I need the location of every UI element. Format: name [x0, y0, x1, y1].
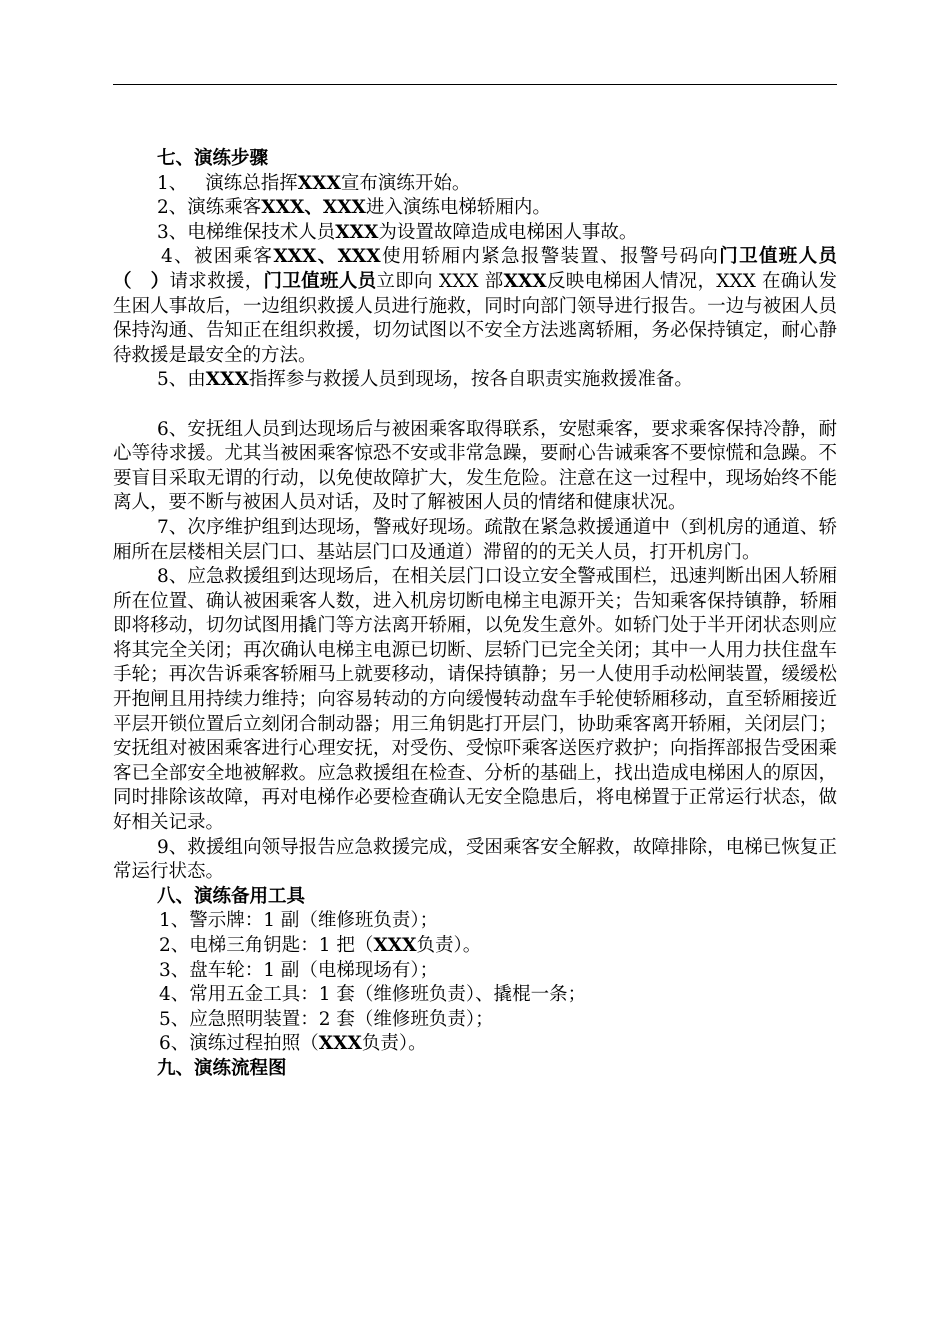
step-7: 7、次序维护组到达现场，警戒好现场。疏散在紧急救援通道中（到机房的通道、轿厢所在层楼相关层门口、基站层门口及通道）滞留的的无关人员，打开机房门。	[113, 516, 837, 563]
paragraph-gap	[113, 393, 837, 418]
tool-6: 6、演练过程拍照（XXX负责）。	[159, 1033, 427, 1055]
step-1: 1、 演练总指挥XXX宣布演练开始。	[157, 172, 471, 194]
tool-4: 4、常用五金工具：1 套（维修班负责）、撬棍一条；	[159, 984, 587, 1006]
section-8-heading: 八、演练备用工具	[157, 885, 306, 907]
tool-3: 3、盘车轮：1 副（电梯现场有）；	[159, 959, 439, 981]
step-6: 6、安抚组人员到达现场后与被困乘客取得联系，安慰乘客，要求乘客保持冷静，耐心等待求援。尤其当被困乘客惊恐不安或非常急躁，要耐心告诫乘客不要惊慌和急躁。不要盲目采取无谓的行动，以免使故障扩大，发生危险。注意在这一过程中，现场始终不能离人，要不断与被困人员对话，及时了解被困人员的情绪和健康状况。	[113, 418, 837, 514]
tool-5: 5、应急照明装置：2 套（维修班负责）；	[159, 1008, 494, 1030]
section-7-heading: 七、演练步骤	[157, 148, 269, 169]
step-8: 8、应急救援组到达现场后，在相关层门口设立安全警戒围栏，迅速判断出困人轿厢所在位置、确认被困乘客人数，进入机房切断电梯主电源开关；告知乘客保持镇静，轿厢即将移动，切勿试图用撬门等方法离开轿厢，以免发生意外。如轿门处于半开闭状态则应将其完全关闭；再次确认电梯主电源已切断、层轿门已完全关闭；其中一人用力扶住盘车手轮；再次告诉乘客轿厢马上就要移动，请保持镇静；另一人使用手动松闸装置，缓缓松开抱闸且用持续力维持；向容易转动的方向缓慢转动盘车手轮使轿厢移动，直至轿厢接近平层开锁位置后立刻闭合制动器；用三角钥匙打开层门，协助乘客离开轿厢，关闭层门；安抚组对被困乘客进行心理安抚，对受伤、受惊吓乘客送医疗救护；向指挥部报告受困乘客已全部安全地被解救。应急救援组在检查、分析的基础上，找出造成电梯困人的原因，同时排除该故障，再对电梯作必要检查确认无安全隐患后，将电梯置于正常运行状态，做好相关记录。	[113, 566, 837, 834]
header-rule	[113, 84, 837, 85]
step-5: 5、由XXX指挥参与救援人员到现场，按各自职责实施救援准备。	[157, 369, 693, 391]
step-2: 2、演练乘客XXX、XXX进入演练电梯轿厢内。	[157, 197, 551, 219]
step-4: 4、被困乘客XXX、XXX使用轿厢内紧急报警装置、报警号码向门卫值班人员（ ）请求救援，门卫值班人员立即向 XXX 部XXX反映电梯困人情况，XXX 在确认发生困人事故后，一边组织救援人员进行施救，同时向部门领导进行报告。一边与被困人员保持沟通、告知正在组织救援，切勿试图以不安全方法逃离轿厢，务必保持镇定，耐心静待救援是最安全的方法。	[113, 246, 837, 366]
tool-1: 1、警示牌：1 副（维修班负责）；	[159, 910, 439, 932]
tool-2: 2、电梯三角钥匙：1 把（XXX负责）。	[159, 935, 482, 956]
step-3: 3、电梯维保技术人员XXX为设置故障造成电梯困人事故。	[157, 221, 638, 243]
section-9-heading: 九、演练流程图	[157, 1057, 287, 1079]
step-9: 9、救援组向领导报告应急救援完成，受困乘客安全解救，故障排除，电梯已恢复正常运行状态。	[113, 836, 837, 883]
document-body	[113, 147, 837, 1082]
